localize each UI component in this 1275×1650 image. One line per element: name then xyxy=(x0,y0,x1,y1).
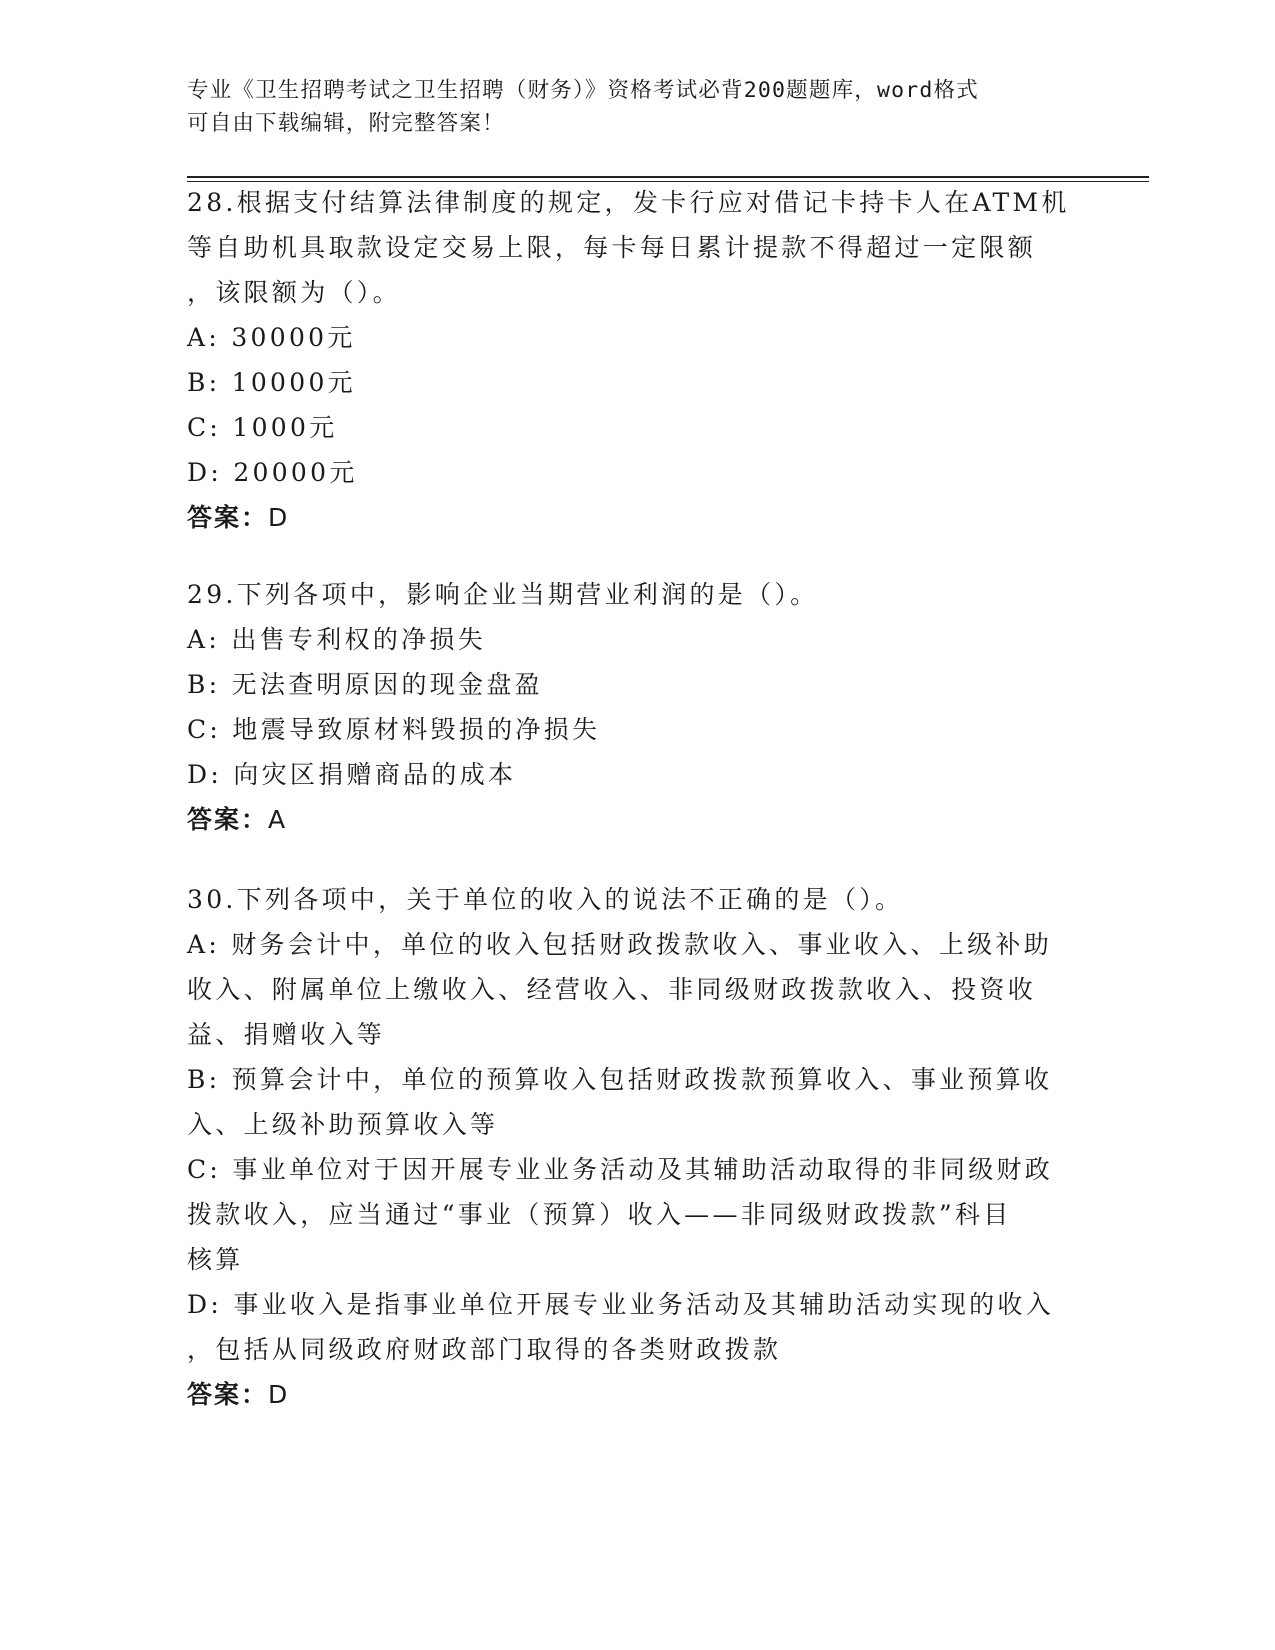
question-28 xyxy=(187,180,1070,540)
stem-line: 等自助机具取款设定交易上限，每卡每日累计提款不得超过一定限额 xyxy=(187,233,1037,262)
stem-line: 30.下列各项中，关于单位的收入的说法不正确的是（）。 xyxy=(187,885,904,914)
question-stem xyxy=(187,572,1067,617)
question-29 xyxy=(187,572,1067,842)
option-a: A: 财务会计中，单位的收入包括财政拨款收入、事业收入、上级补助 收入、附属单位上缴收入、经营收入、非同级财政拨款收入、投资收 益、捐赠收入等 xyxy=(187,930,1053,1049)
option-c: C: 地震导致原材料毁损的净损失 xyxy=(187,715,601,744)
option-d: D: 20000元 xyxy=(187,458,358,487)
question-stem xyxy=(187,877,1067,922)
stem-line: ，该限额为（）。 xyxy=(187,278,401,307)
answer-label: 答案： xyxy=(187,1380,269,1409)
answer-label: 答案： xyxy=(187,503,269,532)
option-b: B: 无法查明原因的现金盘盈 xyxy=(187,670,543,699)
answer xyxy=(187,1372,1067,1417)
question-30 xyxy=(187,877,1067,1417)
question-stem xyxy=(187,180,1070,315)
header-line: 可自由下载编辑，附完整答案！ xyxy=(187,111,505,136)
answer xyxy=(187,797,1067,842)
option-b: B: 预算会计中，单位的预算收入包括财政拨款预算收入、事业预算收 入、上级补助预算收入等 xyxy=(187,1065,1053,1139)
option-d: D: 向灾区捐赠商品的成本 xyxy=(187,760,517,789)
header-line: 专业《卫生招聘考试之卫生招聘（财务）》资格考试必背200题题库，word格式 xyxy=(187,78,979,103)
option-a: A: 30000元 xyxy=(187,323,356,352)
option-c: C: 1000元 xyxy=(187,413,338,442)
stem-line: 29.下列各项中，影响企业当期营业利润的是（）。 xyxy=(187,580,819,609)
stem-line: 28.根据支付结算法律制度的规定，发卡行应对借记卡持卡人在ATM机 xyxy=(187,188,1070,217)
option-b: B: 10000元 xyxy=(187,368,356,397)
answer-value: D xyxy=(268,503,290,532)
option-c: C: 事业单位对于因开展专业业务活动及其辅助活动取得的非同级财政 拨款收入，应当通过“事业（预算）收入——非同级财政拨款”科目 核算 xyxy=(187,1155,1054,1274)
option-a: A: 出售专利权的净损失 xyxy=(187,625,487,654)
answer xyxy=(187,495,1067,540)
answer-value: D xyxy=(268,1380,290,1409)
document-header xyxy=(187,74,1067,140)
answer-label: 答案： xyxy=(187,805,269,834)
answer-value: A xyxy=(268,805,288,834)
option-d: D: 事业收入是指事业单位开展专业业务活动及其辅助活动实现的收入 ，包括从同级政府财政部门取得的各类财政拨款 xyxy=(187,1290,1055,1364)
